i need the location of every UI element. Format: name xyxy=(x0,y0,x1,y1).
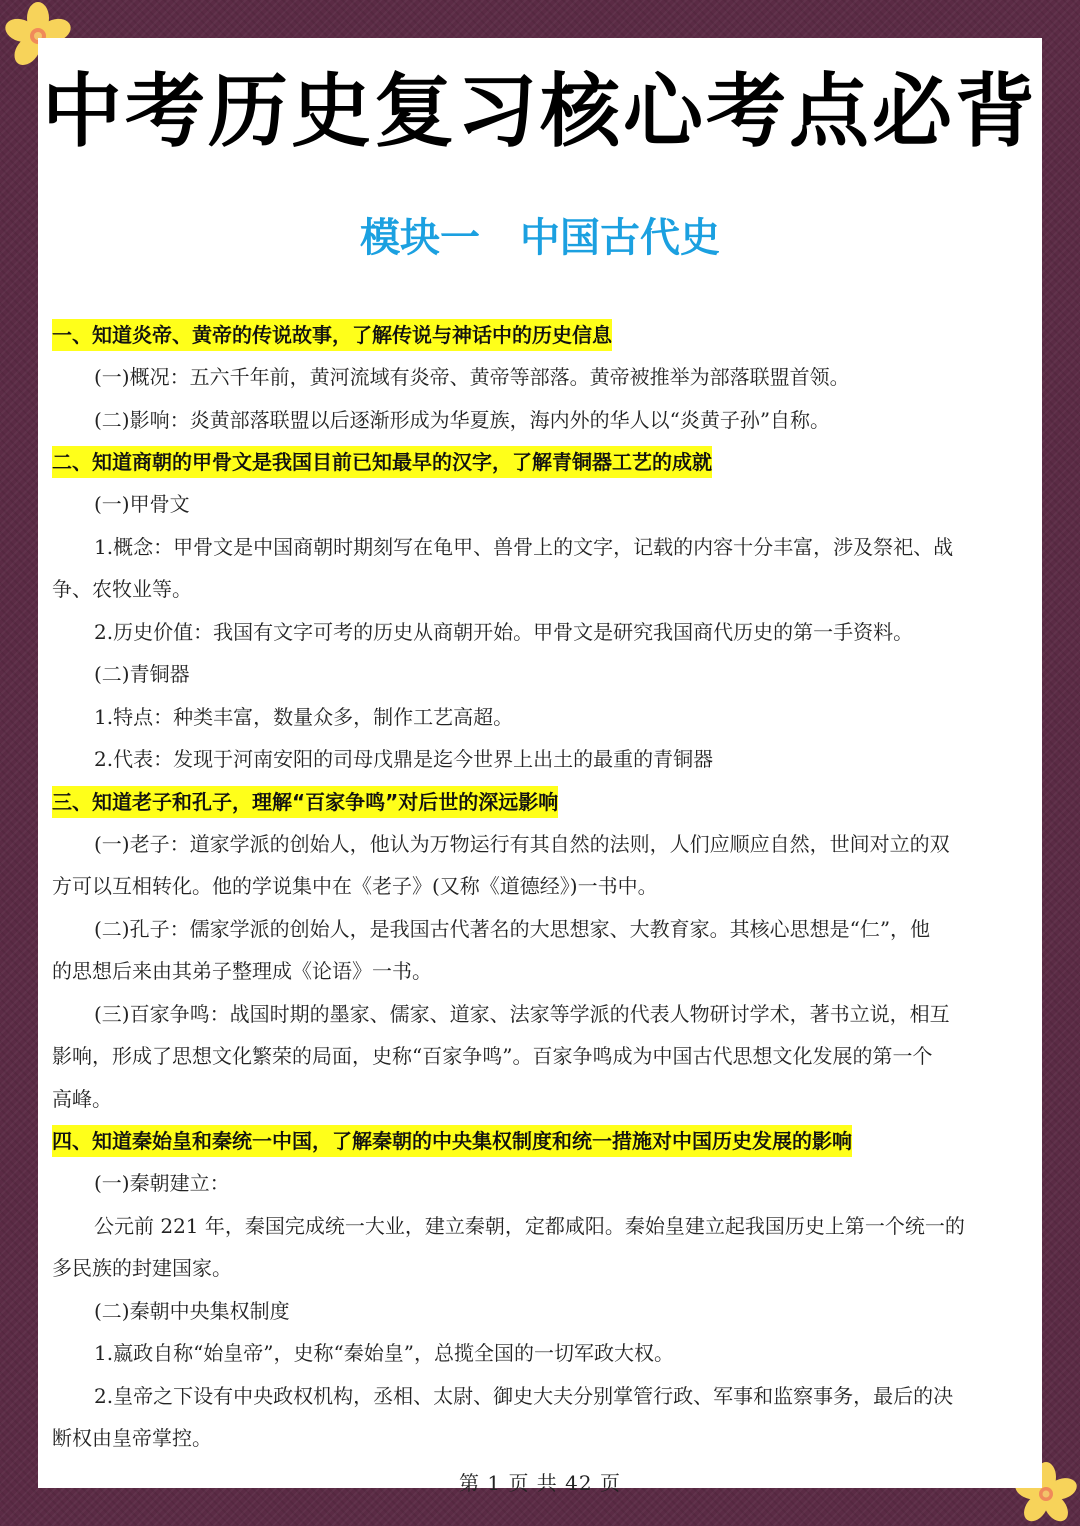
paragraph: (二)孔子：儒家学派的创始人，是我国古代著名的大思想家、大教育家。其核心思想是“仁”，他 xyxy=(94,916,931,941)
paragraph: 1.嬴政自称“始皇帝”，史称“秦始皇”，总揽全国的一切军政大权。 xyxy=(94,1341,674,1365)
section-heading: 三、知道老子和孔子，理解“百家争鸣”对后世的深远影响 xyxy=(52,781,1028,823)
paragraph: (二)影响：炎黄部落联盟以后逐渐形成为华夏族，海内外的华人以“炎黄子孙”自称。 xyxy=(94,407,831,432)
paragraph: 多民族的封建国家。 xyxy=(52,1256,232,1280)
paragraph: (一)概况：五六千年前，黄河流域有炎帝、黄帝等部落。黄帝被推举为部落联盟首领。 xyxy=(94,365,850,389)
document-page xyxy=(38,38,1042,1488)
section-heading: 一、知道炎帝、黄帝的传说故事，了解传说与神话中的历史信息 xyxy=(52,314,1028,356)
subheading: (一)秦朝建立： xyxy=(94,1171,230,1195)
subheading: (一)甲骨文 xyxy=(94,492,190,516)
module-label: 模块一 xyxy=(360,215,480,261)
subheading: (二)青铜器 xyxy=(94,662,190,686)
section-heading: 二、知道商朝的甲骨文是我国目前已知最早的汉字，了解青铜器工艺的成就 xyxy=(52,441,1028,483)
paragraph: (三)百家争鸣：战国时期的墨家、儒家、道家、法家等学派的代表人物研讨学术，著书立说，相互 xyxy=(94,1001,950,1026)
paragraph: 高峰。 xyxy=(52,1086,112,1111)
subheading: (二)秦朝中央集权制度 xyxy=(94,1298,290,1323)
paragraph: 2.皇帝之下设有中央政权机构，丞相、太尉、御史大夫分别掌管行政、军事和监察事务，最后的决 xyxy=(94,1383,954,1408)
paragraph: 影响，形成了思想文化繁荣的局面，史称“百家争鸣”。百家争鸣成为中国古代思想文化发展的第一个 xyxy=(52,1044,933,1068)
paragraph: 1.概念：甲骨文是中国商朝时期刻写在龟甲、兽骨上的文字，记载的内容十分丰富，涉及祭祀、战 xyxy=(94,534,954,559)
module-heading xyxy=(38,214,1042,262)
paragraph: 争、农牧业等。 xyxy=(52,577,192,601)
module-name: 中国古代史 xyxy=(520,215,720,261)
paragraph: 2.代表：发现于河南安阳的司母戊鼎是迄今世界上出土的最重的青铜器 xyxy=(94,747,714,771)
paragraph: (一)老子：道家学派的创始人，他认为万物运行有其自然的法则，人们应顺应自然，世间对立的双 xyxy=(94,831,950,856)
paragraph: 2.历史价值：我国有文字可考的历史从商朝开始。甲骨文是研究我国商代历史的第一手资料。 xyxy=(94,619,914,644)
paragraph: 公元前 221 年，秦国完成统一大业，建立秦朝，定都咸阳。秦始皇建立起我国历史上第一个统一的 xyxy=(94,1213,965,1238)
paragraph: 的思想后来由其弟子整理成《论语》一书。 xyxy=(52,959,432,983)
page-title: 中考历史复习核心考点必背 xyxy=(42,65,1038,158)
section-heading: 四、知道秦始皇和秦统一中国，了解秦朝的中央集权制度和统一措施对中国历史发展的影响 xyxy=(52,1120,1028,1162)
page-number: 第 1 页 共 42 页 xyxy=(459,1471,621,1495)
paragraph: 方可以互相转化。他的学说集中在《老子》(又称《道德经》)一书中。 xyxy=(52,874,658,898)
paragraph: 断权由皇帝掌控。 xyxy=(52,1426,212,1450)
paragraph: 1.特点：种类丰富，数量众多，制作工艺高超。 xyxy=(94,704,514,729)
document-body xyxy=(52,314,1028,1460)
